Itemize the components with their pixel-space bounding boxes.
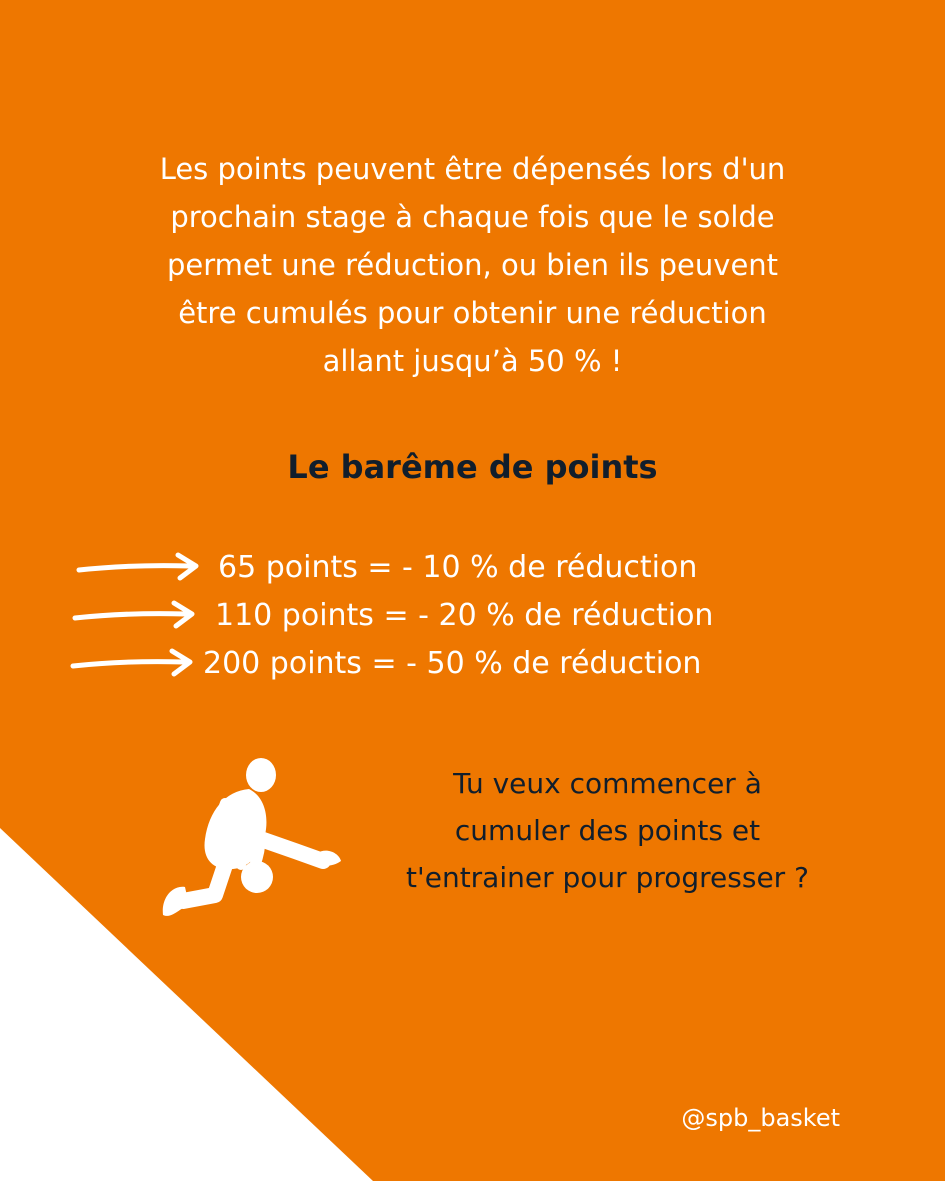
scale-item	[0, 592, 945, 640]
intro-line: allant jusqu’à 50 % !	[322, 344, 623, 378]
intro-line: prochain stage à chaque fois que le solde	[170, 200, 775, 234]
intro-line: Les points peuvent être dépensés lors d'un	[159, 152, 786, 186]
scale-item-text: 110 points = - 20 % de réduction	[215, 598, 714, 633]
intro-line: être cumulés pour obtenir une réduction	[178, 296, 767, 330]
scale-item-text: 200 points = - 50 % de réduction	[203, 646, 702, 681]
scale-item	[0, 640, 945, 688]
cta-line: t'entrainer pour progresser ?	[406, 861, 809, 894]
intro-line: permet une réduction, ou bien ils peuvent	[166, 248, 779, 282]
points-scale-list	[0, 544, 945, 688]
scale-item	[0, 544, 945, 592]
basketball-player-icon	[155, 755, 345, 925]
scale-item-text: 65 points = - 10 % de réduction	[218, 550, 698, 585]
intro-text	[90, 145, 855, 385]
cta-line: Tu veux commencer à	[453, 767, 762, 800]
arrow-right-icon	[70, 648, 200, 678]
cta-line: cumuler des points et	[454, 814, 761, 847]
arrow-right-icon	[72, 600, 202, 630]
call-to-action-text	[355, 760, 860, 901]
scale-heading: Le barême de points	[287, 448, 658, 486]
social-handle: @spb_basket	[681, 1104, 840, 1132]
arrow-right-icon	[76, 552, 206, 582]
